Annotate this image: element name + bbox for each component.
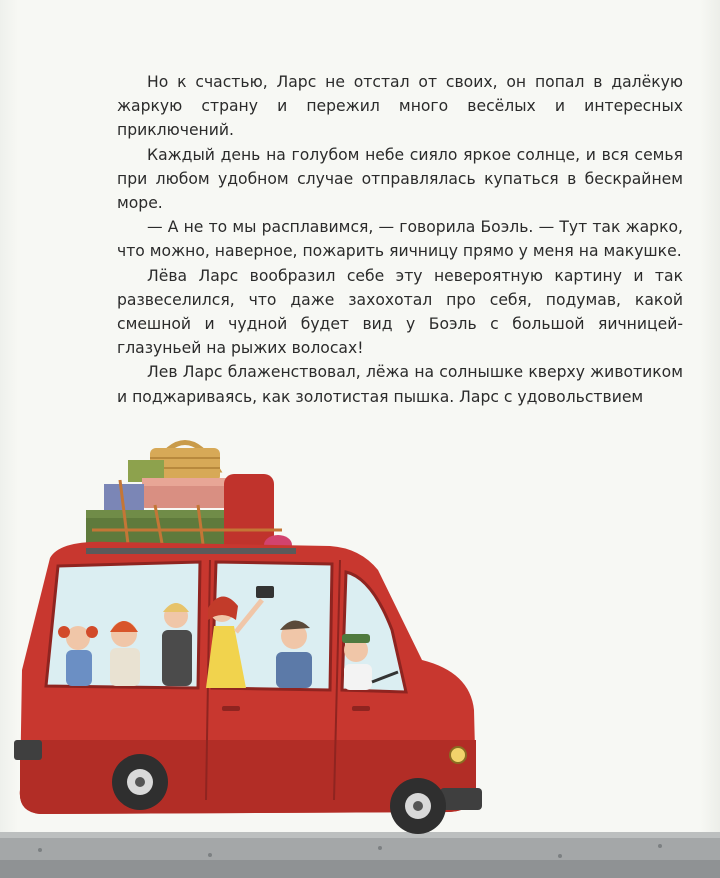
- paragraph-2: Каждый день на голубом небе сияло яркое солнце, и вся семья при любом удобном случае отправлялась купаться в бескрайнем море.: [117, 145, 683, 213]
- roof-rack: [86, 548, 296, 554]
- car-illustration-icon: [0, 410, 720, 878]
- paragraph-4: Лёва Ларс вообразил себе эту невероятную картину и так развеселился, что даже захохотал про себя, подумав, какой смешной и чудной будет вид у Боэль с большой яичницей-глазуньей на рыжих волосах!: [117, 266, 683, 358]
- paragraph-5: Лев Ларс блаженствовал, лёжа на солнышке кверху животиком и поджариваясь, как золотистая пышка. Ларс с удовольствием: [117, 363, 683, 406]
- story-text: [117, 70, 683, 409]
- paragraph-3: — А не то мы расплавимся, — говорила Боэль. — Тут так жарко, что можно, наверное, пожарить яичницу прямо у меня на макушке.: [117, 218, 683, 261]
- road-stripe: [0, 832, 720, 878]
- paragraph-1: Но к счастью, Ларс не отстал от своих, он попал в далёкую жаркую страну и пережил много весёлых и интересных приключений.: [117, 73, 683, 140]
